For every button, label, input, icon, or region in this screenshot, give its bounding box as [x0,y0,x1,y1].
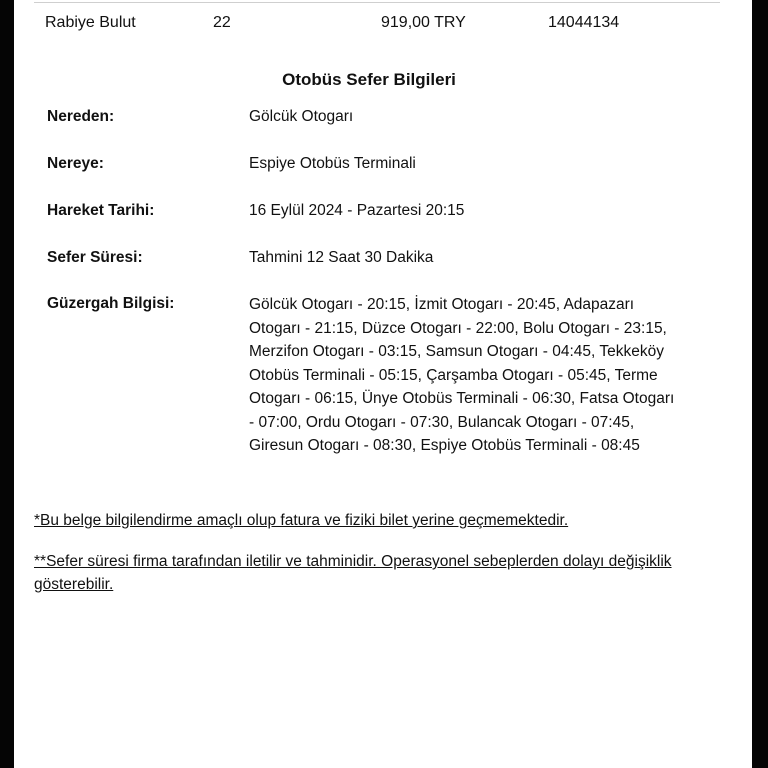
route-label: Güzergah Bilgisi: [47,295,175,312]
ticket-price: 919,00 TRY [381,14,466,31]
route-value: Gölcük Otogarı - 20:15, İzmit Otogarı - 20:45, Adapazarı Otogarı - 21:15, Düzce Otogarı - 22:00, Bolu Otogarı - 23:15, Merzifon Otogarı - 03:15, Samsun Otogarı - 04:45, Tekkeköy Otobüs Terminali - 05:15, Çarşamba Otogarı - 05:45, Terme Otogarı - 06:15, Ünye Otobüs Terminali - 06:30, Fatsa Otogarı - 07:00, Ordu Otogarı - 07:30, Bulancak Otogarı - 07:45, Giresun Otogarı - 08:30, Espiye Otobüs Terminali - 08:45 [249,296,675,454]
from-label: Nereden: [47,108,115,125]
duration-value: Tahmini 12 Saat 30 Dakika [249,249,434,266]
table-divider [34,2,720,3]
from-value: Gölcük Otogarı [249,108,354,125]
departure-date-label: Hareket Tarihi: [47,202,155,219]
to-value: Espiye Otobüs Terminali [249,155,416,172]
document-page [14,0,752,768]
duration-note: **Sefer süresi firma tarafından iletilir ve tahminidir. Operasyonel sebeplerden dolayı değişiklik gösterebilir. [34,553,672,593]
ticket-number: 14044134 [548,14,620,31]
to-label: Nereye: [47,155,104,172]
seat-number: 22 [213,14,231,31]
duration-label: Sefer Süresi: [47,249,143,266]
disclaimer-note: *Bu belge bilgilendirme amaçlı olup fatura ve fiziki bilet yerine geçmemektedir. [34,512,569,529]
departure-date-value: 16 Eylül 2024 - Pazartesi 20:15 [249,202,465,219]
section-title: Otobüs Sefer Bilgileri [282,70,456,89]
passenger-name: Rabiye Bulut [45,14,136,31]
